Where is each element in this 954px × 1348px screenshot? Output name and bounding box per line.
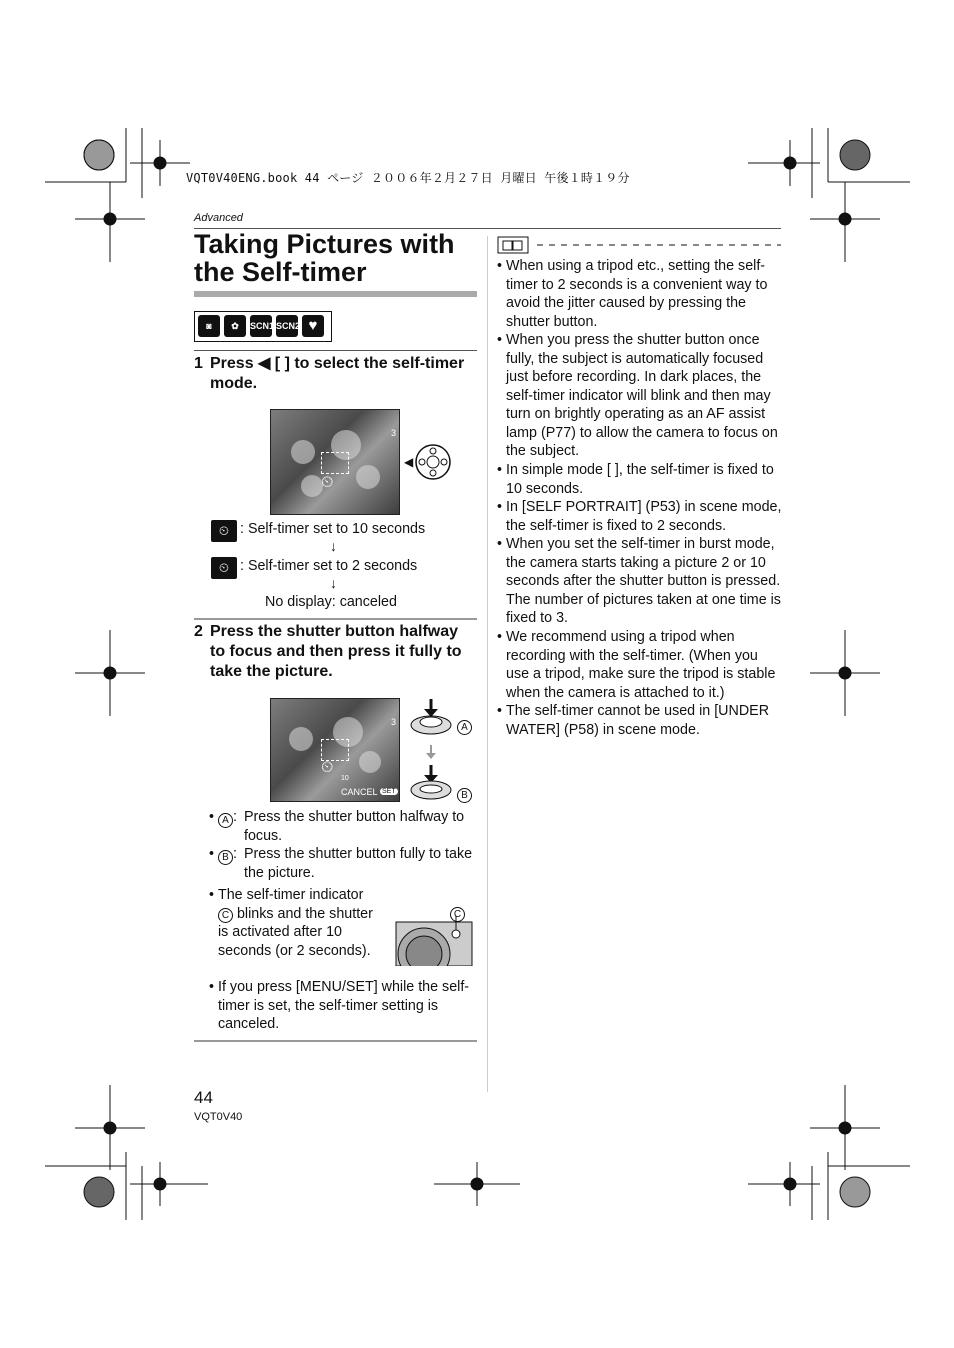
heart-icon: ♥ (302, 315, 324, 337)
timer-icon: ⏲ (321, 474, 334, 491)
page-number: 44 (194, 1088, 213, 1107)
set-badge: SET (382, 788, 396, 795)
divider (194, 1040, 477, 1042)
macro-icon: ✿ (224, 315, 246, 337)
cancel-label: CANCEL (341, 787, 378, 797)
lcd-screen: 3 ⏲ (270, 409, 400, 515)
page-title: Taking Pictures with the Self-timer (194, 229, 455, 287)
step-1-text: Press ◀ [ ] to select the self-timer mode. (210, 355, 465, 392)
marker-c: C (450, 907, 465, 922)
no-display-label: No display: canceled (265, 594, 397, 610)
column-divider (487, 236, 488, 1092)
note-item: • In simple mode [ ], the self-timer is fixed to 10 seconds. (497, 462, 774, 497)
marker-a: A (457, 720, 472, 735)
mode-icons-box (194, 311, 332, 342)
note-item: • The self-timer cannot be used in [UNDER WATER] (P58) in scene mode. (497, 703, 770, 738)
note-item: • When you press the shutter button once fully, the subject is automatically focused just before recording. In dark places, the self-timer indicator will blink and then may turn on brightly operating as an AF assist lamp (P77) to allow the camera to focus on the subject. (497, 332, 778, 459)
notes-list (497, 257, 782, 739)
note-header (497, 236, 783, 254)
divider (194, 350, 477, 351)
scn2-icon: SCN2 (276, 315, 298, 337)
section-label: Advanced (194, 212, 243, 224)
timer-10-icon: ⏲ (211, 520, 237, 542)
scn1-icon: SCN1 (250, 315, 272, 337)
af-frame (321, 452, 349, 474)
note-item: • We recommend using a tripod when recording with the self-timer. (When you use a tripod, make sure the tripod is stable when the camera is attached to it.) (497, 629, 776, 701)
camera-icon: ◙ (198, 315, 220, 337)
shutter-button-illustration (406, 697, 456, 805)
timer-2-icon: ⏲ (211, 557, 237, 579)
doc-code: VQT0V40 (194, 1111, 243, 1123)
note-item: • When using a tripod etc., setting the self-timer to 2 seconds is a convenient way to avoid the jitter caused by pressing the shutter button. (497, 258, 768, 330)
file-header: VQT0V40ENG.book 44 ページ ２００６年２月２７日 月曜日 午後１時１９分 (186, 171, 630, 185)
down-arrow: ↓ (330, 575, 337, 591)
step-2-text: Press the shutter button halfway to focus and then press it fully to take the picture. (210, 623, 462, 680)
note-item: • When you set the self-timer in burst mode, the camera starts taking a picture 2 or 10 seconds after the shutter button is pressed. The number of pictures taken at one time is fixed to 3. (497, 536, 781, 626)
note-item: • In [SELF PORTRAIT] (P53) in scene mode, the self-timer is fixed to 2 seconds. (497, 499, 782, 534)
lcd-screen-cancel: 3 ⏲ 10 CANCEL SET (270, 698, 400, 802)
cursor-pad-icon (414, 443, 452, 481)
divider (194, 618, 477, 620)
timer-icon: ⏲ (321, 759, 334, 776)
down-arrow: ↓ (330, 538, 337, 554)
timer-10-label: : Self-timer set to 10 seconds (240, 521, 426, 537)
title-underline (194, 291, 477, 297)
left-arrow-icon: ◀ (404, 455, 414, 469)
timer-2-label: : Self-timer set to 2 seconds (240, 558, 418, 574)
marker-b: B (457, 788, 472, 803)
